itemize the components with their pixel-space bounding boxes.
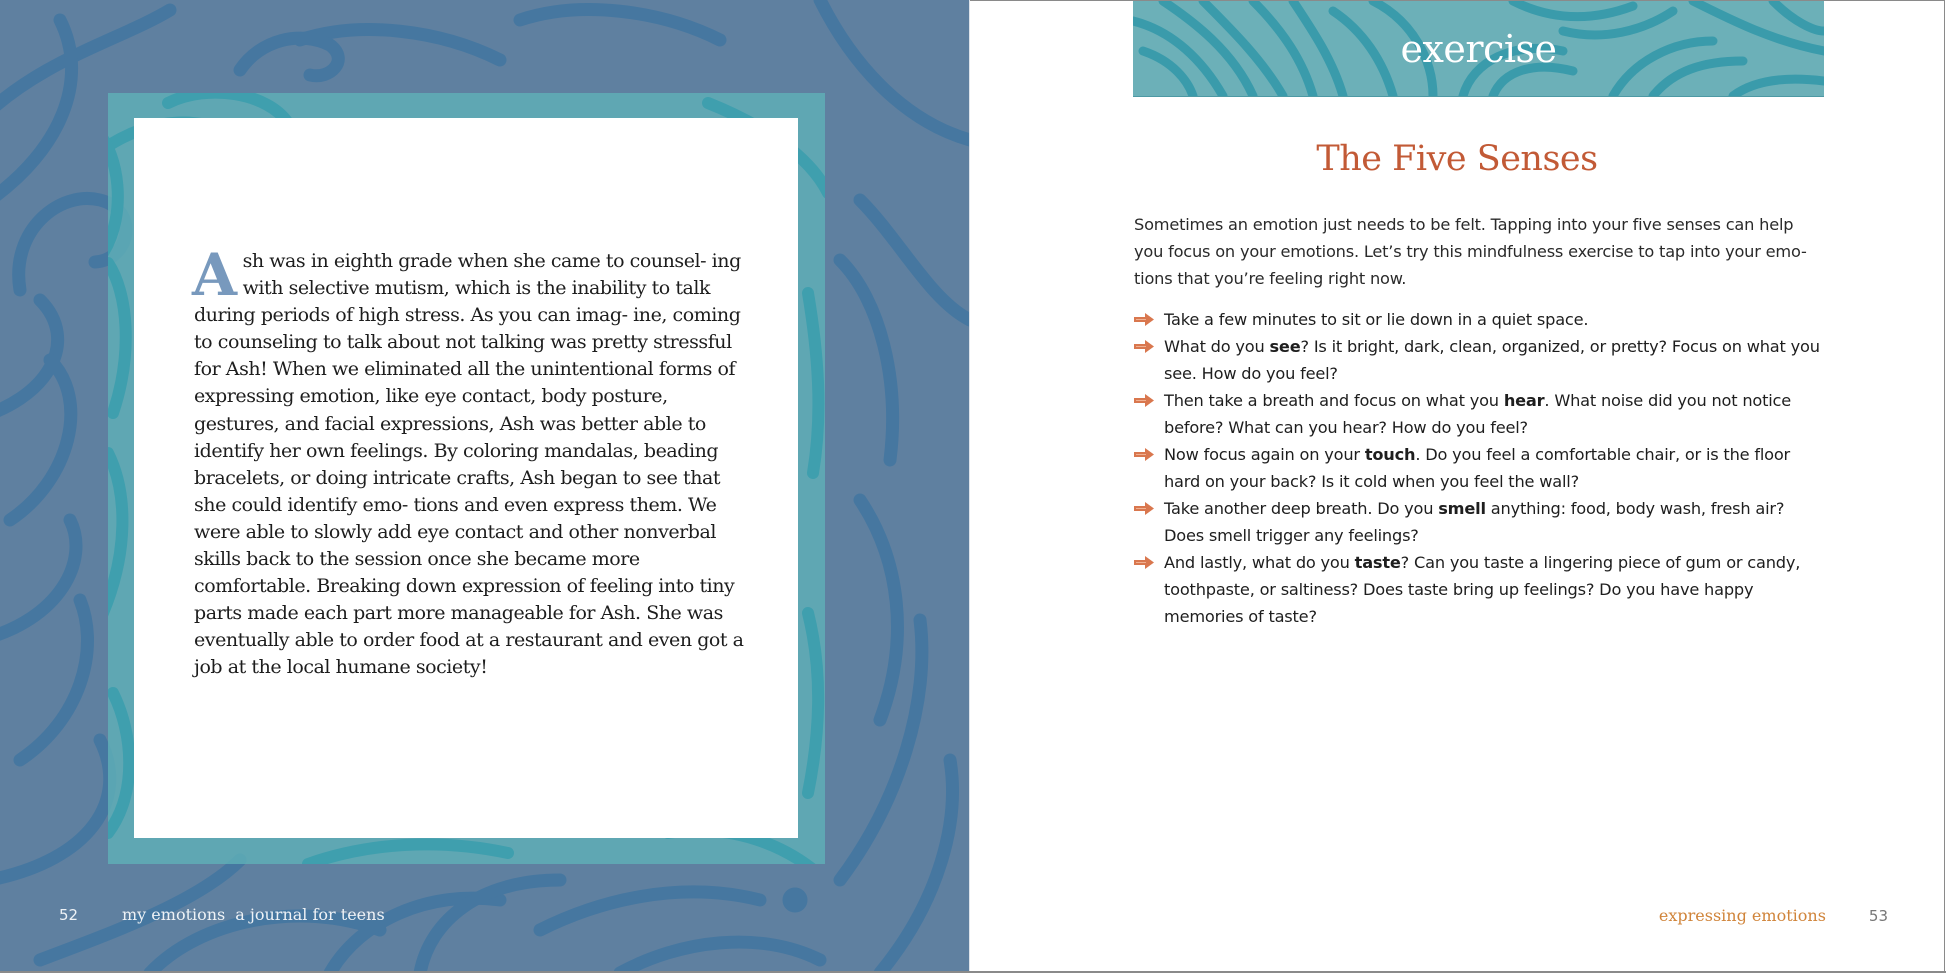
step-text-before: Take another deep breath. Do you: [1164, 499, 1439, 518]
step-text-after: . Do you feel a comfortable chair, or is the floor hard on your back? Is it cold when you feel the wall?: [1164, 445, 1790, 491]
right-page: [970, 0, 1945, 973]
list-item: [1134, 441, 1824, 495]
page-number-left: 52: [59, 906, 79, 924]
story-box: [134, 118, 798, 838]
step-text-after: anything: food, body wash, fresh air? Does smell trigger any feelings?: [1164, 499, 1785, 545]
exercise-title: The Five Senses: [1316, 139, 1598, 179]
step-text-before: And lastly, what do you: [1164, 553, 1355, 572]
step-text-after: . What noise did you not notice before? What can you hear? How do you feel?: [1164, 391, 1791, 437]
book-subtitle: a journal for teens: [235, 905, 385, 924]
steps-list: [1134, 306, 1824, 630]
list-item: [1134, 387, 1824, 441]
step-text-after: ? Can you taste a lingering piece of gum or candy, toothpaste, or saltiness? Does taste bring up feelings? Do you have happy memories of taste?: [1164, 553, 1801, 626]
intro-paragraph: Sometimes an emotion just needs to be felt. Tapping into your five senses can help you focus on your emotions. Let’s try this mindfulness exercise to tap into your emo- tions that you’re feeling right now.: [1134, 215, 1807, 288]
list-item: [1134, 549, 1824, 630]
arrow-right-icon: [1134, 313, 1154, 326]
step-keyword: see: [1269, 337, 1301, 356]
arrow-right-icon: [1134, 502, 1154, 515]
right-page-footer: [1659, 906, 1888, 925]
step-keyword: touch: [1364, 445, 1416, 464]
book-title: my emotions: [122, 905, 226, 924]
page-number-right: 53: [1868, 907, 1888, 925]
step-keyword: taste: [1354, 553, 1401, 572]
step-keyword: smell: [1438, 499, 1486, 518]
step-keyword: hear: [1503, 391, 1545, 410]
drop-cap: A: [192, 241, 237, 309]
story-body: sh was in eighth grade when she came to counsel- ing with selective mutism, which is the inability to talk during periods of high stress. As you can imag- ine, coming to counseling to talk about not talking was pretty stressful for Ash! When we eliminated all the unintentional forms of expressing emotion, like eye contact, body posture, gestures, and facial expressions, Ash was better able to identify her own feelings. By coloring mandalas, beading bracelets, or doing intricate crafts, Ash began to see that she could identify emo- tions and even express them. We were able to slowly add eye contact and other nonverbal skills back to the session once she became more comfortable. Breaking down expression of feeling into tiny parts made each part more manageable for Ash. She was eventually able to order food at a restaurant and even got a job at the local humane society!: [194, 250, 744, 679]
arrow-right-icon: [1134, 556, 1154, 569]
left-page-footer: [59, 905, 385, 924]
list-item: [1134, 333, 1824, 387]
step-text-before: What do you: [1164, 337, 1270, 356]
banner-label: exercise: [1400, 27, 1557, 71]
step-text-after: ? Is it bright, dark, clean, organized, or pretty? Focus on what you see. How do you feel?: [1164, 337, 1820, 383]
step-text-before: Take a few minutes to sit or lie down in a quiet space.: [1164, 310, 1589, 329]
arrow-right-icon: [1134, 340, 1154, 353]
arrow-right-icon: [1134, 394, 1154, 407]
arrow-right-icon: [1134, 448, 1154, 461]
story-paragraph: [192, 241, 750, 682]
exercise-banner: [1133, 1, 1824, 97]
step-text-before: Then take a breath and focus on what you: [1164, 391, 1504, 410]
list-item: [1134, 306, 1824, 333]
step-text-before: Now focus again on your: [1164, 445, 1365, 464]
section-title: expressing emotions: [1658, 906, 1826, 925]
left-page: [0, 0, 970, 973]
list-item: [1134, 495, 1824, 549]
